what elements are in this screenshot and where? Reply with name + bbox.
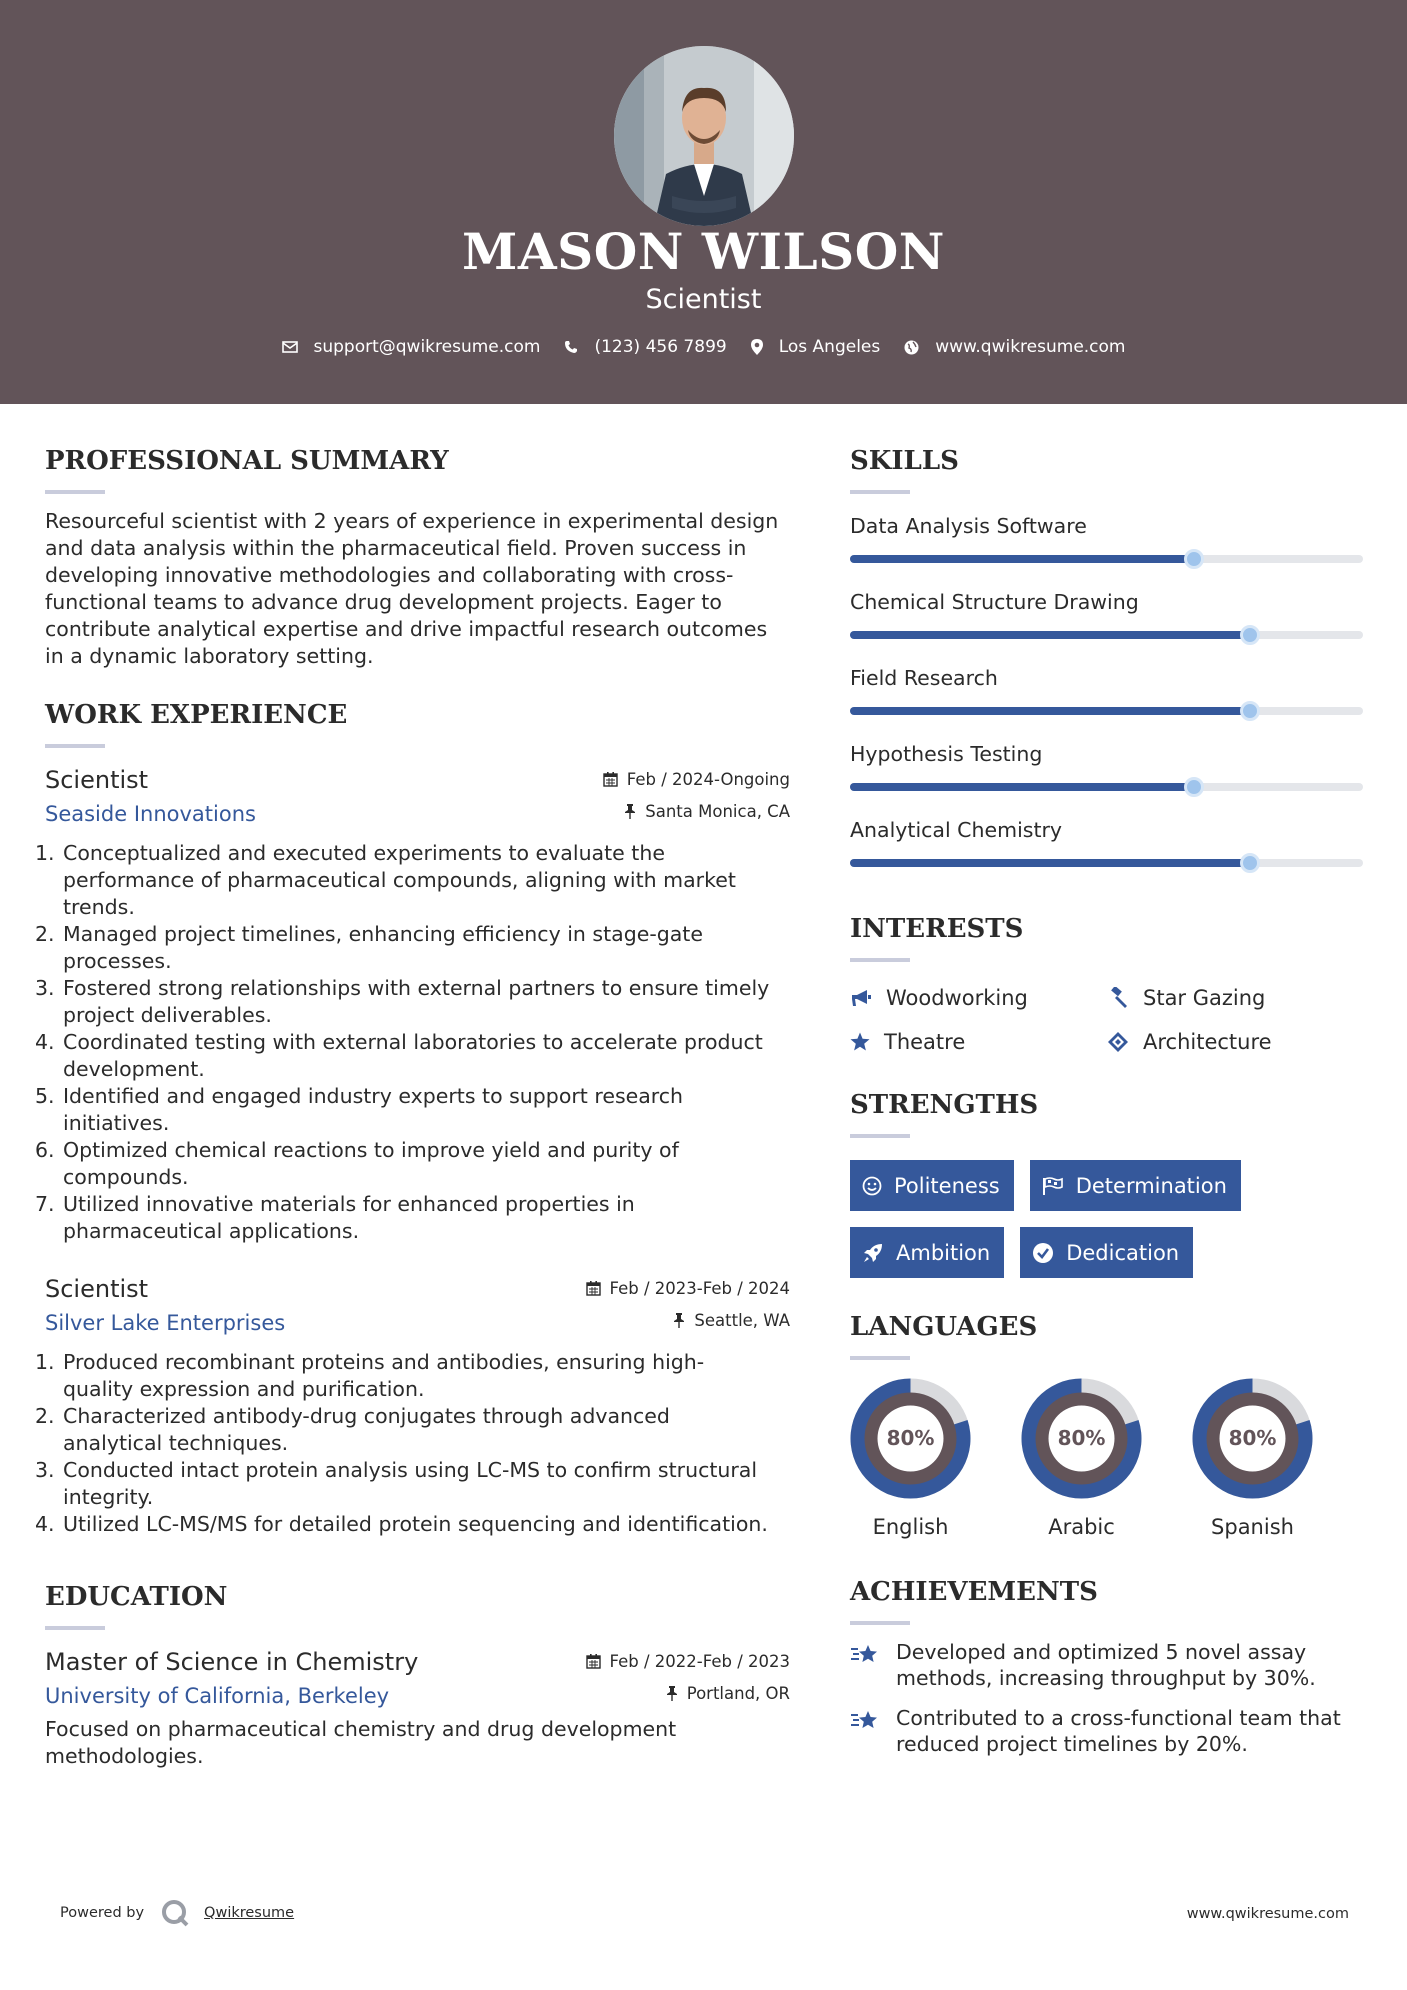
ticket-icon [1107,1031,1129,1053]
skill-bar-knob [1184,549,1204,569]
powered-by-text: Powered by [60,1905,145,1921]
gauge-percent: 80% [1057,1426,1106,1450]
skill-bar [850,555,1363,563]
skills-section [850,446,1365,894]
list-text: project deliverables. [63,1003,272,1027]
skill-item [850,514,1365,590]
list-text: Utilized innovative materials for enhanced properties in [63,1192,635,1216]
language-name: Arabic [1048,1515,1115,1539]
education-description [45,1716,790,1770]
skill-item [850,742,1365,818]
skill-bar-fill [850,859,1250,867]
footer-website[interactable]: www.qwikresume.com [1186,1906,1349,1922]
pushpin-icon [673,1313,685,1328]
list-text: Managed project timelines, enhancing efficiency in stage-gate [63,922,703,946]
list-number: 5. [35,1084,55,1108]
summary-line: developing innovative methodologies and collaborating with cross- [45,563,734,587]
job-duties-list [35,1349,790,1538]
phone-icon [564,340,578,354]
language-name: English [872,1515,949,1539]
job-dates-text: Feb / 2024-Ongoing [626,770,790,789]
achievements-section [850,1577,1365,1757]
interest-item [1107,1030,1357,1054]
list-text: pharmaceutical applications. [63,1219,360,1243]
job-location [673,1311,790,1330]
job-location-text: Santa Monica, CA [645,802,790,821]
list-item [35,921,790,975]
job-entry [35,766,790,1245]
envelope-icon [282,340,298,354]
skill-item [850,818,1365,894]
qwikresume-logo-icon [160,1898,190,1928]
list-item [35,975,790,1029]
job-title: Scientist [45,766,149,794]
list-text: Characterized antibody-drug conjugates through advanced [63,1404,670,1428]
list-text: Conceptualized and executed experiments to evaluate the [63,841,665,865]
smile-icon [862,1176,882,1196]
email-text: support@qwikresume.com [313,337,541,357]
list-item [35,1137,790,1191]
achievement-line: Developed and optimized 5 novel assay [896,1640,1307,1664]
achievement-text [896,1705,1341,1757]
education-heading: EDUCATION [45,1582,228,1612]
list-text: analytical techniques. [63,1431,289,1455]
pushpin-icon [624,804,636,819]
achievement-line: Contributed to a cross-functional team that [896,1706,1341,1730]
summary-text [45,508,790,670]
location-text: Los Angeles [778,337,881,357]
achievement-line: reduced project timelines by 20%. [896,1732,1248,1756]
skill-bar-knob [1240,853,1260,873]
list-item [35,1457,790,1511]
degree-title: Master of Science in Chemistry [45,1648,419,1676]
skill-name: Analytical Chemistry [850,818,1063,842]
language-gauge [850,1378,971,1499]
list-item [35,1349,790,1403]
strength-label: Determination [1075,1173,1227,1198]
list-item [35,1029,790,1083]
language-gauge [1021,1378,1142,1499]
skill-item [850,590,1365,666]
skill-bar [850,631,1363,639]
interest-label: Star Gazing [1143,986,1266,1010]
bullhorn-icon [850,988,872,1008]
list-text: Conducted intact protein analysis using LC-MS to confirm structural [63,1458,758,1482]
strengths-list [850,1160,1370,1278]
contact-bar [0,337,1407,357]
skill-bar [850,783,1363,791]
interest-item [850,1030,1107,1054]
summary-line: and data analysis within the pharmaceutical field. Proven success in [45,536,747,560]
job-company: Seaside Innovations [45,802,256,826]
list-item [35,1191,790,1245]
section-divider [45,1626,105,1630]
skill-bar-fill [850,783,1194,791]
school-name: University of California, Berkeley [45,1684,390,1708]
section-divider [45,490,105,494]
achievement-line: methods, increasing throughput by 30%. [896,1666,1316,1690]
experience-section [35,700,790,1538]
interests-list [850,986,1365,1054]
achievement-item [850,1705,1365,1757]
interest-label: Architecture [1143,1030,1272,1054]
summary-line: Resourceful scientist with 2 years of experience in experimental design [45,509,779,533]
phone-text: (123) 456 7899 [594,337,727,357]
shooting-star-icon [850,1707,882,1735]
strength-chip [1020,1227,1193,1278]
interest-label: Theatre [884,1030,966,1054]
skill-bar-fill [850,631,1250,639]
job-location [624,802,790,821]
calendar-icon [586,1281,601,1296]
languages-section [850,1312,1365,1539]
job-dates [586,1279,790,1298]
section-divider [850,1134,910,1138]
interest-item [1107,986,1357,1010]
summary-section [45,446,790,670]
section-divider [45,744,105,748]
experience-heading: WORK EXPERIENCE [45,700,348,730]
calendar-icon [586,1654,601,1669]
gavel-icon [1107,987,1129,1009]
skill-name: Chemical Structure Drawing [850,590,1139,614]
education-section [45,1582,790,1770]
list-number: 1. [35,841,55,865]
candidate-title: Scientist [645,284,762,315]
strengths-section [850,1090,1365,1278]
map-pin-icon [751,339,763,355]
list-text: trends. [63,895,135,919]
strengths-heading: STRENGTHS [850,1090,1039,1120]
list-number: 6. [35,1138,55,1162]
job-company: Silver Lake Enterprises [45,1311,286,1335]
globe-icon [904,340,919,355]
list-number: 4. [35,1512,55,1536]
job-dates [603,770,790,789]
list-text: Utilized LC-MS/MS for detailed protein sequencing and identification. [63,1512,768,1536]
summary-line: contribute analytical expertise and drive impactful research outcomes [45,617,768,641]
list-text: integrity. [63,1485,154,1509]
achievement-item [850,1639,1365,1691]
list-number: 2. [35,1404,55,1428]
summary-line: functional teams to advance drug development projects. Eager to [45,590,722,614]
skill-bar-fill [850,555,1194,563]
strength-label: Ambition [896,1240,991,1265]
summary-heading: PROFESSIONAL SUMMARY [45,446,449,476]
strength-chip [1030,1160,1241,1211]
star-icon [850,1032,870,1052]
list-text: development. [63,1057,205,1081]
languages-heading: LANGUAGES [850,1312,1038,1342]
skill-bar [850,707,1363,715]
education-line: methodologies. [45,1744,204,1768]
achievements-list [850,1639,1365,1757]
education-location [666,1684,790,1703]
job-duties-list [35,840,790,1245]
language-item [1021,1378,1192,1539]
contact-website[interactable] [904,337,1125,357]
achievements-heading: ACHIEVEMENTS [850,1577,1098,1607]
strength-chip [850,1160,1014,1211]
list-number: 4. [35,1030,55,1054]
skills-heading: SKILLS [850,446,959,476]
job-title: Scientist [45,1275,149,1303]
resume-header [0,0,1407,404]
list-text: Produced recombinant proteins and antibodies, ensuring high- [63,1350,705,1374]
list-text: Coordinated testing with external laboratories to accelerate product [63,1030,763,1054]
interests-heading: INTERESTS [850,914,1024,944]
section-divider [850,490,910,494]
skill-name: Hypothesis Testing [850,742,1043,766]
list-number: 2. [35,922,55,946]
strength-label: Dedication [1066,1240,1180,1265]
education-dates [586,1652,790,1671]
candidate-name: MASON WILSON [462,222,945,281]
skills-list [850,514,1365,894]
job-location-text: Seattle, WA [694,1311,790,1330]
strength-label: Politeness [894,1173,1000,1198]
education-line: Focused on pharmaceutical chemistry and drug development [45,1717,677,1741]
section-divider [850,958,910,962]
achievement-text [896,1639,1316,1691]
list-text: Identified and engaged industry experts to support research [63,1084,684,1108]
list-item [35,1403,790,1457]
education-dates-text: Feb / 2022-Feb / 2023 [609,1652,790,1671]
list-number: 7. [35,1192,55,1216]
skill-bar [850,859,1363,867]
brand-link[interactable]: Qwikresume [204,1905,295,1921]
interest-item [850,986,1107,1010]
section-divider [850,1356,910,1360]
skill-bar-fill [850,707,1250,715]
interests-section [850,914,1365,1054]
list-text: Fostered strong relationships with external partners to ensure timely [63,976,770,1000]
strength-chip [850,1227,1004,1278]
contact-email[interactable] [282,337,541,357]
list-number: 3. [35,976,55,1000]
education-location-text: Portland, OR [686,1684,790,1703]
pushpin-icon [666,1686,678,1701]
skill-name: Data Analysis Software [850,514,1087,538]
job-entry [35,1275,790,1538]
skill-name: Field Research [850,666,998,690]
contact-location [751,337,881,357]
gauge-percent: 80% [886,1426,935,1450]
list-item [35,840,790,921]
list-text: Optimized chemical reactions to improve yield and purity of [63,1138,679,1162]
skill-item [850,666,1365,742]
skill-bar-knob [1240,701,1260,721]
list-text: initiatives. [63,1111,170,1135]
calendar-icon [603,772,618,787]
summary-line: in a dynamic laboratory setting. [45,644,374,668]
check-circle-icon [1032,1242,1054,1264]
languages-list [850,1378,1365,1539]
website-text: www.qwikresume.com [935,337,1126,357]
contact-phone[interactable] [564,337,726,357]
list-text: quality expression and purification. [63,1377,425,1401]
list-number: 3. [35,1458,55,1482]
list-text: performance of pharmaceutical compounds, aligning with market [63,868,736,892]
skill-bar-knob [1184,777,1204,797]
shooting-star-icon [850,1641,882,1669]
left-column [35,446,790,1770]
list-text: processes. [63,949,172,973]
language-name: Spanish [1211,1515,1294,1539]
interest-label: Woodworking [886,986,1028,1010]
education-entry [45,1648,790,1770]
gauge-percent: 80% [1228,1426,1277,1450]
language-item [850,1378,1021,1539]
language-gauge [1192,1378,1313,1499]
list-text: compounds. [63,1165,189,1189]
flag-icon [1042,1177,1064,1195]
section-divider [850,1621,910,1625]
right-column [850,446,1365,1757]
job-dates-text: Feb / 2023-Feb / 2024 [609,1279,790,1298]
rocket-icon [862,1242,884,1264]
skill-bar-knob [1240,625,1260,645]
footer-powered-by [60,1898,294,1928]
list-item [35,1511,790,1538]
list-item [35,1083,790,1137]
list-number: 1. [35,1350,55,1374]
language-item [1192,1378,1363,1539]
profile-photo [614,46,794,226]
